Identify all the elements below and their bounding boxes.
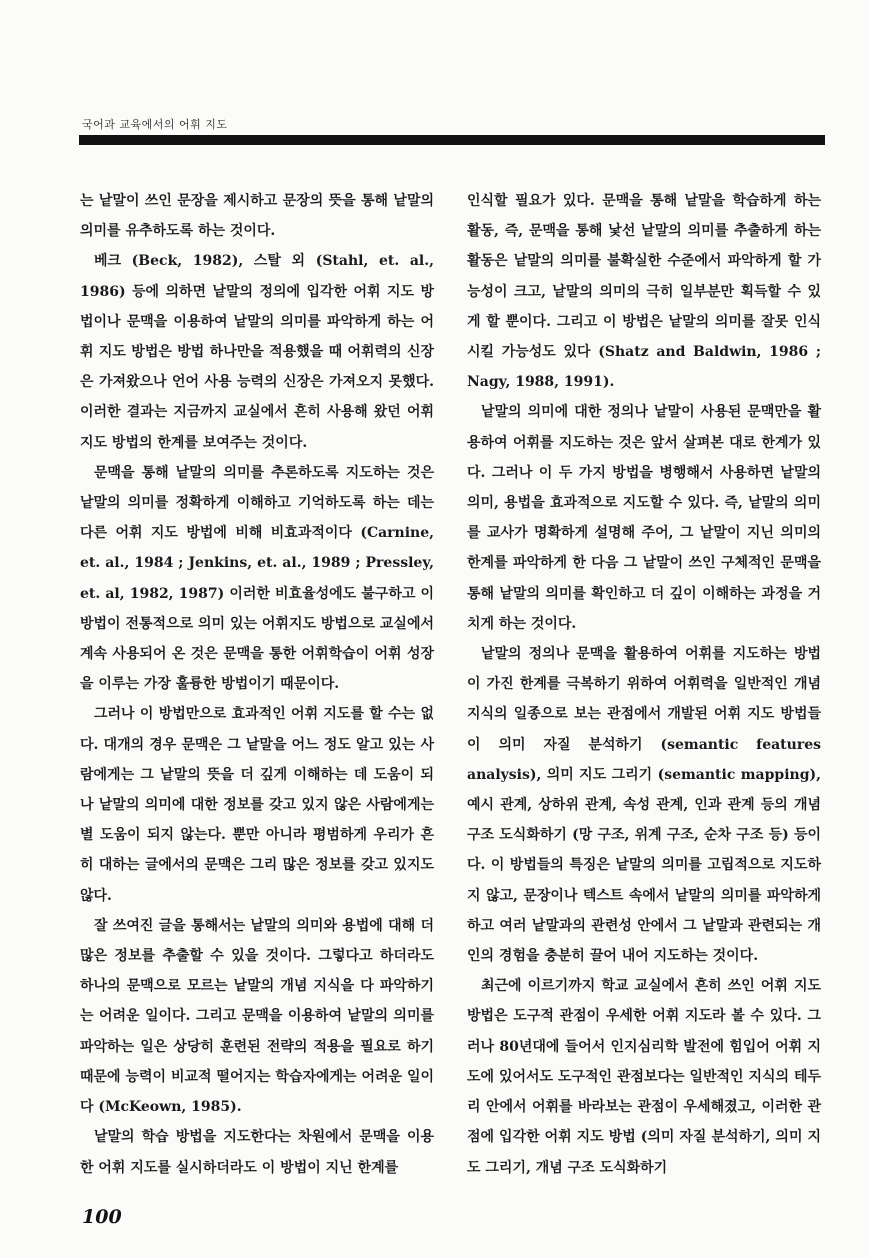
right-column xyxy=(467,186,821,1183)
paragraph: 문맥을 통해 낱말의 의미를 추론하도록 지도하는 것은 낱말의 의미를 정확하게 이해하고 기억하도록 하는 데는 다른 어휘 지도 방법에 비해 비효과적이다 (Carnine, et. al., 1984 ; Jenkins, et. al., 1989 ; Pressley, et. al, 1982, 1987) 이러한 비효율성에도 불구하고 이 방법이 전통적으로 의미 있는 어휘지도 방법으로 교실에서 계속 사용되어 온 것은 문맥을 통한 어휘학습이 어휘 성장을 이루는 가장 훌륭한 방법이기 때문이다. xyxy=(80,464,434,693)
paragraph: 낱말의 정의나 문맥을 활용하여 어휘를 지도하는 방법이 가진 한계를 극복하기 위하여 어휘력을 일반적인 개념 지식의 일종으로 보는 관점에서 개발된 어휘 지도 방법들이 의미 자질 분석하기 (semantic features analysis), 의미 지도 그리기 (semantic mapping), 예시 관계, 상하위 관계, 속성 관계, 인과 관계 등의 개념 구조 도식화하기 (망 구조, 위계 구조, 순차 구조 등) 등이다. 이 방법들의 특징은 낱말의 의미를 고립적으로 지도하지 않고, 문장이나 텍스트 속에서 낱말의 의미를 파악하게 하고 여러 낱말과의 관련성 안에서 그 낱말과 관련되는 개인의 경험을 충분히 끌어 내어 지도하는 것이다. xyxy=(467,646,821,965)
paragraph: 낱말의 의미에 대한 정의나 낱말이 사용된 문맥만을 활용하여 어휘를 지도하는 것은 앞서 살펴본 대로 한계가 있다. 그러나 이 두 가지 방법을 병행해서 사용하면 낱말의 의미, 용법을 효과적으로 지도할 수 있다. 즉, 낱말의 의미를 교사가 명확하게 설명해 주어, 그 낱말이 지닌 의미의 한계를 파악하게 한 다음 그 낱말이 쓰인 구체적인 문맥을 통해 낱말의 의미를 확인하고 더 깊이 이해하는 과정을 거치게 하는 것이다. xyxy=(467,404,821,632)
paragraph: 낱말의 학습 방법을 지도한다는 차원에서 문맥을 이용한 어휘 지도를 실시하더라도 이 방법이 지닌 한계를 xyxy=(80,1129,434,1176)
paragraph: 인식할 필요가 있다. 문맥을 통해 낱말을 학습하게 하는 활동, 즉, 문맥을 통해 낯선 낱말의 의미를 추출하게 하는 활동은 낱말의 의미를 불확실한 수준에서 파악하게 할 가능성이 크고, 낱말의 의미의 극히 일부분만 획득할 수 있게 할 뿐이다. 그리고 이 방법은 낱말의 의미를 잘못 인식시킬 가능성도 있다 (Shatz and Baldwin, 1986 ; Nagy, 1988, 1991). xyxy=(467,193,821,391)
left-column xyxy=(80,186,434,1183)
header-rule xyxy=(79,135,825,145)
running-header: 국어과 교육에서의 어휘 지도 xyxy=(82,118,228,131)
page-number: 100 xyxy=(82,1206,122,1228)
paragraph: 그러나 이 방법만으로 효과적인 어휘 지도를 할 수는 없다. 대개의 경우 문맥은 그 낱말을 어느 정도 알고 있는 사람에게는 그 낱말의 뜻을 더 깊게 이해하는 데 도움이 되나 낱말의 의미에 대한 정보를 갖고 있지 않은 사람에게는 별 도움이 되지 않는다. 뿐만 아니라 평범하게 우리가 흔히 대하는 글에서의 문맥은 그리 많은 정보를 갖고 있지도 않다. xyxy=(80,706,434,904)
paragraph: 는 낱말이 쓰인 문장을 제시하고 문장의 뜻을 통해 낱말의 의미를 유추하도록 하는 것이다. xyxy=(80,193,434,240)
paragraph: 최근에 이르기까지 학교 교실에서 흔히 쓰인 어휘 지도 방법은 도구적 관점이 우세한 어휘 지도라 볼 수 있다. 그러나 80년대에 들어서 인지심리학 발전에 힘입어 어휘 지도에 있어서도 도구적인 관점보다는 일반적인 지식의 테두리 안에서 어휘를 바라보는 관점이 우세해졌고, 이러한 관점에 입각한 어휘 지도 방법 (의미 자질 분석하기, 의미 지도 그리기, 개념 구조 도식화하기 xyxy=(467,978,821,1176)
paragraph: 잘 쓰여진 글을 통해서는 낱말의 의미와 용법에 대해 더 많은 정보를 추출할 수 있을 것이다. 그렇다고 하더라도 하나의 문맥으로 모르는 낱말의 개념 지식을 다 파악하기는 어려운 일이다. 그리고 문맥을 이용하여 낱말의 의미를 파악하는 일은 상당히 훈련된 전략의 적용을 필요로 하기 때문에 능력이 비교적 떨어지는 학습자에게는 어려운 일이다 (McKeown, 1985). xyxy=(80,917,434,1116)
paragraph: 베크 (Beck, 1982), 스탈 외 (Stahl, et. al., 1986) 등에 의하면 낱말의 정의에 입각한 어휘 지도 방법이나 문맥을 이용하여 낱말의 의미를 파악하게 하는 어휘 지도 방법은 방법 하나만을 적용했을 때 어휘력의 신장은 가져왔으나 언어 사용 능력의 신장은 가져오지 못했다. 이러한 결과는 지금까지 교실에서 흔히 사용해 왔던 어휘 지도 방법의 한계를 보여주는 것이다. xyxy=(80,253,434,451)
